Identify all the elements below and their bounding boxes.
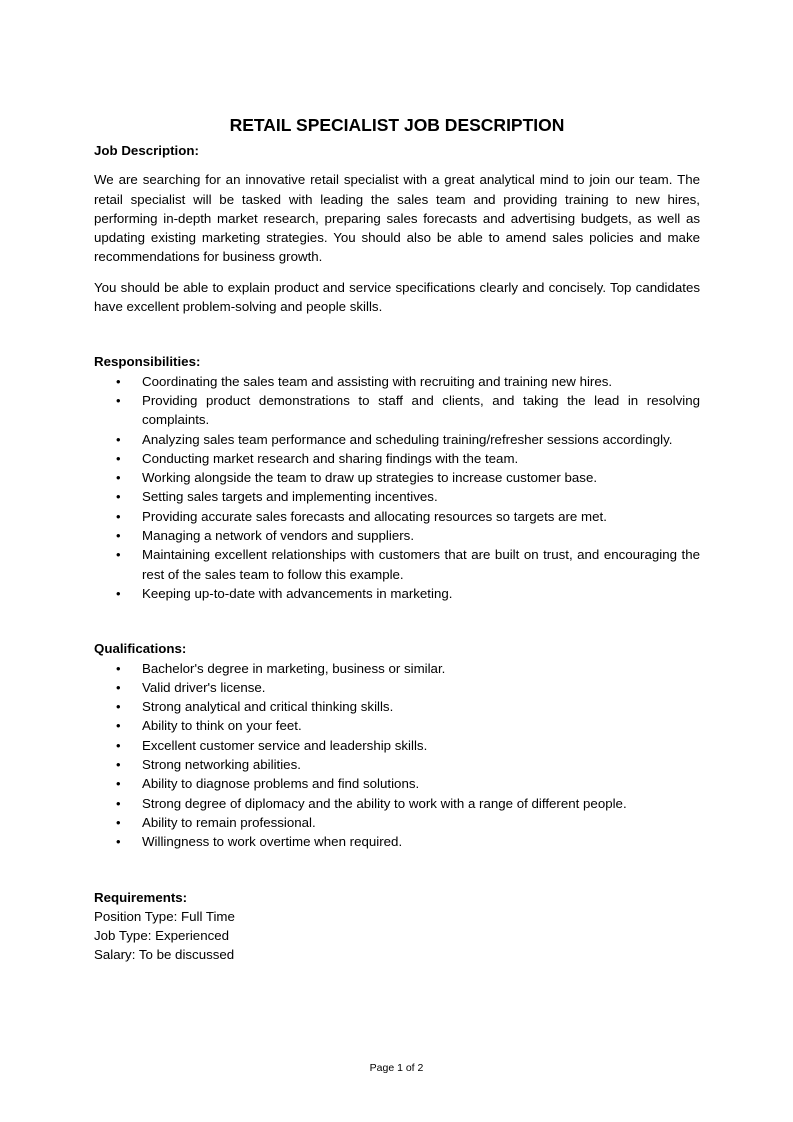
qualification-item: [94, 794, 700, 813]
responsibility-item: [94, 468, 700, 487]
qualification-item: [94, 678, 700, 697]
responsibility-item: [94, 507, 700, 526]
qualifications-heading: Qualifications:: [94, 641, 187, 657]
qualification-text: Willingness to work overtime when required.: [142, 834, 403, 850]
qualification-text: Strong networking abilities.: [142, 757, 301, 773]
responsibility-text: Working alongside the team to draw up strategies to increase customer base.: [142, 470, 598, 486]
responsibility-text: Maintaining excellent relationships with customers that are built on trust, and encouraging the rest of the sales team to follow this example.: [142, 547, 700, 582]
bullet-icon: •: [116, 757, 121, 773]
bullet-icon: •: [116, 373, 121, 389]
bullet-icon: •: [116, 470, 121, 486]
responsibility-text: Coordinating the sales team and assisting with recruiting and training new hires.: [142, 373, 613, 389]
bullet-icon: •: [116, 489, 121, 505]
qualification-text: Strong analytical and critical thinking skills.: [142, 699, 394, 715]
responsibility-item: [94, 584, 700, 603]
qualification-item: [94, 697, 700, 716]
responsibility-item: [94, 449, 700, 468]
bullet-icon: •: [116, 660, 121, 676]
qualification-item: [94, 832, 700, 851]
responsibility-item: [94, 372, 700, 391]
document-body: [94, 114, 700, 965]
bullet-icon: •: [116, 776, 121, 792]
job-description-paragraph: You should be able to explain product and service specifications clearly and concisely. Top candidates have excellent problem-solving and people skills.: [94, 279, 700, 315]
bullet-icon: •: [116, 814, 121, 830]
responsibility-item: [94, 487, 700, 506]
qualification-item: [94, 736, 700, 755]
qualification-item: [94, 755, 700, 774]
requirements-heading: Requirements:: [94, 889, 188, 905]
responsibility-text: Setting sales targets and implementing incentives.: [142, 489, 438, 505]
bullet-icon: •: [116, 834, 121, 850]
bullet-icon: •: [116, 450, 121, 466]
qualification-text: Ability to think on your feet.: [142, 718, 302, 734]
bullet-icon: •: [116, 737, 121, 753]
qualification-item: [94, 716, 700, 735]
qualification-text: Valid driver's license.: [142, 679, 266, 695]
qualification-text: Ability to remain professional.: [142, 814, 316, 830]
bullet-icon: •: [116, 699, 121, 715]
qualification-text: Strong degree of diplomacy and the ability to work with a range of different people.: [142, 795, 627, 811]
responsibilities-list: [94, 372, 700, 604]
bullet-icon: •: [116, 508, 121, 524]
job-type-line: Job Type: Experienced: [94, 928, 230, 944]
bullet-icon: •: [116, 431, 121, 447]
qualification-text: Excellent customer service and leadership skills.: [142, 737, 428, 753]
bullet-icon: •: [116, 392, 121, 408]
document-title: RETAIL SPECIALIST JOB DESCRIPTION: [229, 115, 565, 135]
responsibility-item: [94, 430, 700, 449]
responsibility-text: Analyzing sales team performance and scheduling training/refresher sessions accordingly.: [142, 431, 673, 447]
responsibility-text: Keeping up-to-date with advancements in marketing.: [142, 585, 453, 601]
job-description-paragraph: We are searching for an innovative retail specialist with a great analytical mind to join our team. The retail specialist will be tasked with leading the sales team and providing training to new hires, performing in-depth market research, preparing sales forecasts and advertising budgets, as well as updating existing marketing strategies. You should also be able to amend sales policies and make recommendations for business growth.: [94, 172, 700, 265]
bullet-icon: •: [116, 528, 121, 544]
responsibility-text: Providing product demonstrations to staff and clients, and taking the lead in resolving complaints.: [142, 392, 700, 428]
bullet-icon: •: [116, 547, 121, 563]
bullet-icon: •: [116, 679, 121, 695]
qualification-item: [94, 813, 700, 832]
qualification-text: Ability to diagnose problems and find solutions.: [142, 776, 420, 792]
page-number-footer: Page 1 of 2: [369, 1062, 424, 1074]
responsibility-text: Conducting market research and sharing findings with the team.: [142, 450, 519, 466]
responsibility-text: Providing accurate sales forecasts and allocating resources so targets are met.: [142, 508, 607, 524]
responsibility-text: Managing a network of vendors and suppliers.: [142, 528, 415, 544]
responsibilities-heading: Responsibilities:: [94, 354, 201, 370]
position-type-line: Position Type: Full Time: [94, 908, 235, 924]
responsibility-item: [94, 545, 700, 584]
qualification-text: Bachelor's degree in marketing, business or similar.: [142, 660, 446, 676]
qualification-item: [94, 659, 700, 678]
qualifications-list: [94, 659, 700, 852]
responsibility-item: [94, 526, 700, 545]
salary-line: Salary: To be discussed: [94, 947, 235, 963]
job-description-heading: Job Description:: [94, 143, 199, 158]
responsibility-item: [94, 391, 700, 430]
bullet-icon: •: [116, 795, 121, 811]
bullet-icon: •: [116, 585, 121, 601]
qualification-item: [94, 774, 700, 793]
bullet-icon: •: [116, 718, 121, 734]
